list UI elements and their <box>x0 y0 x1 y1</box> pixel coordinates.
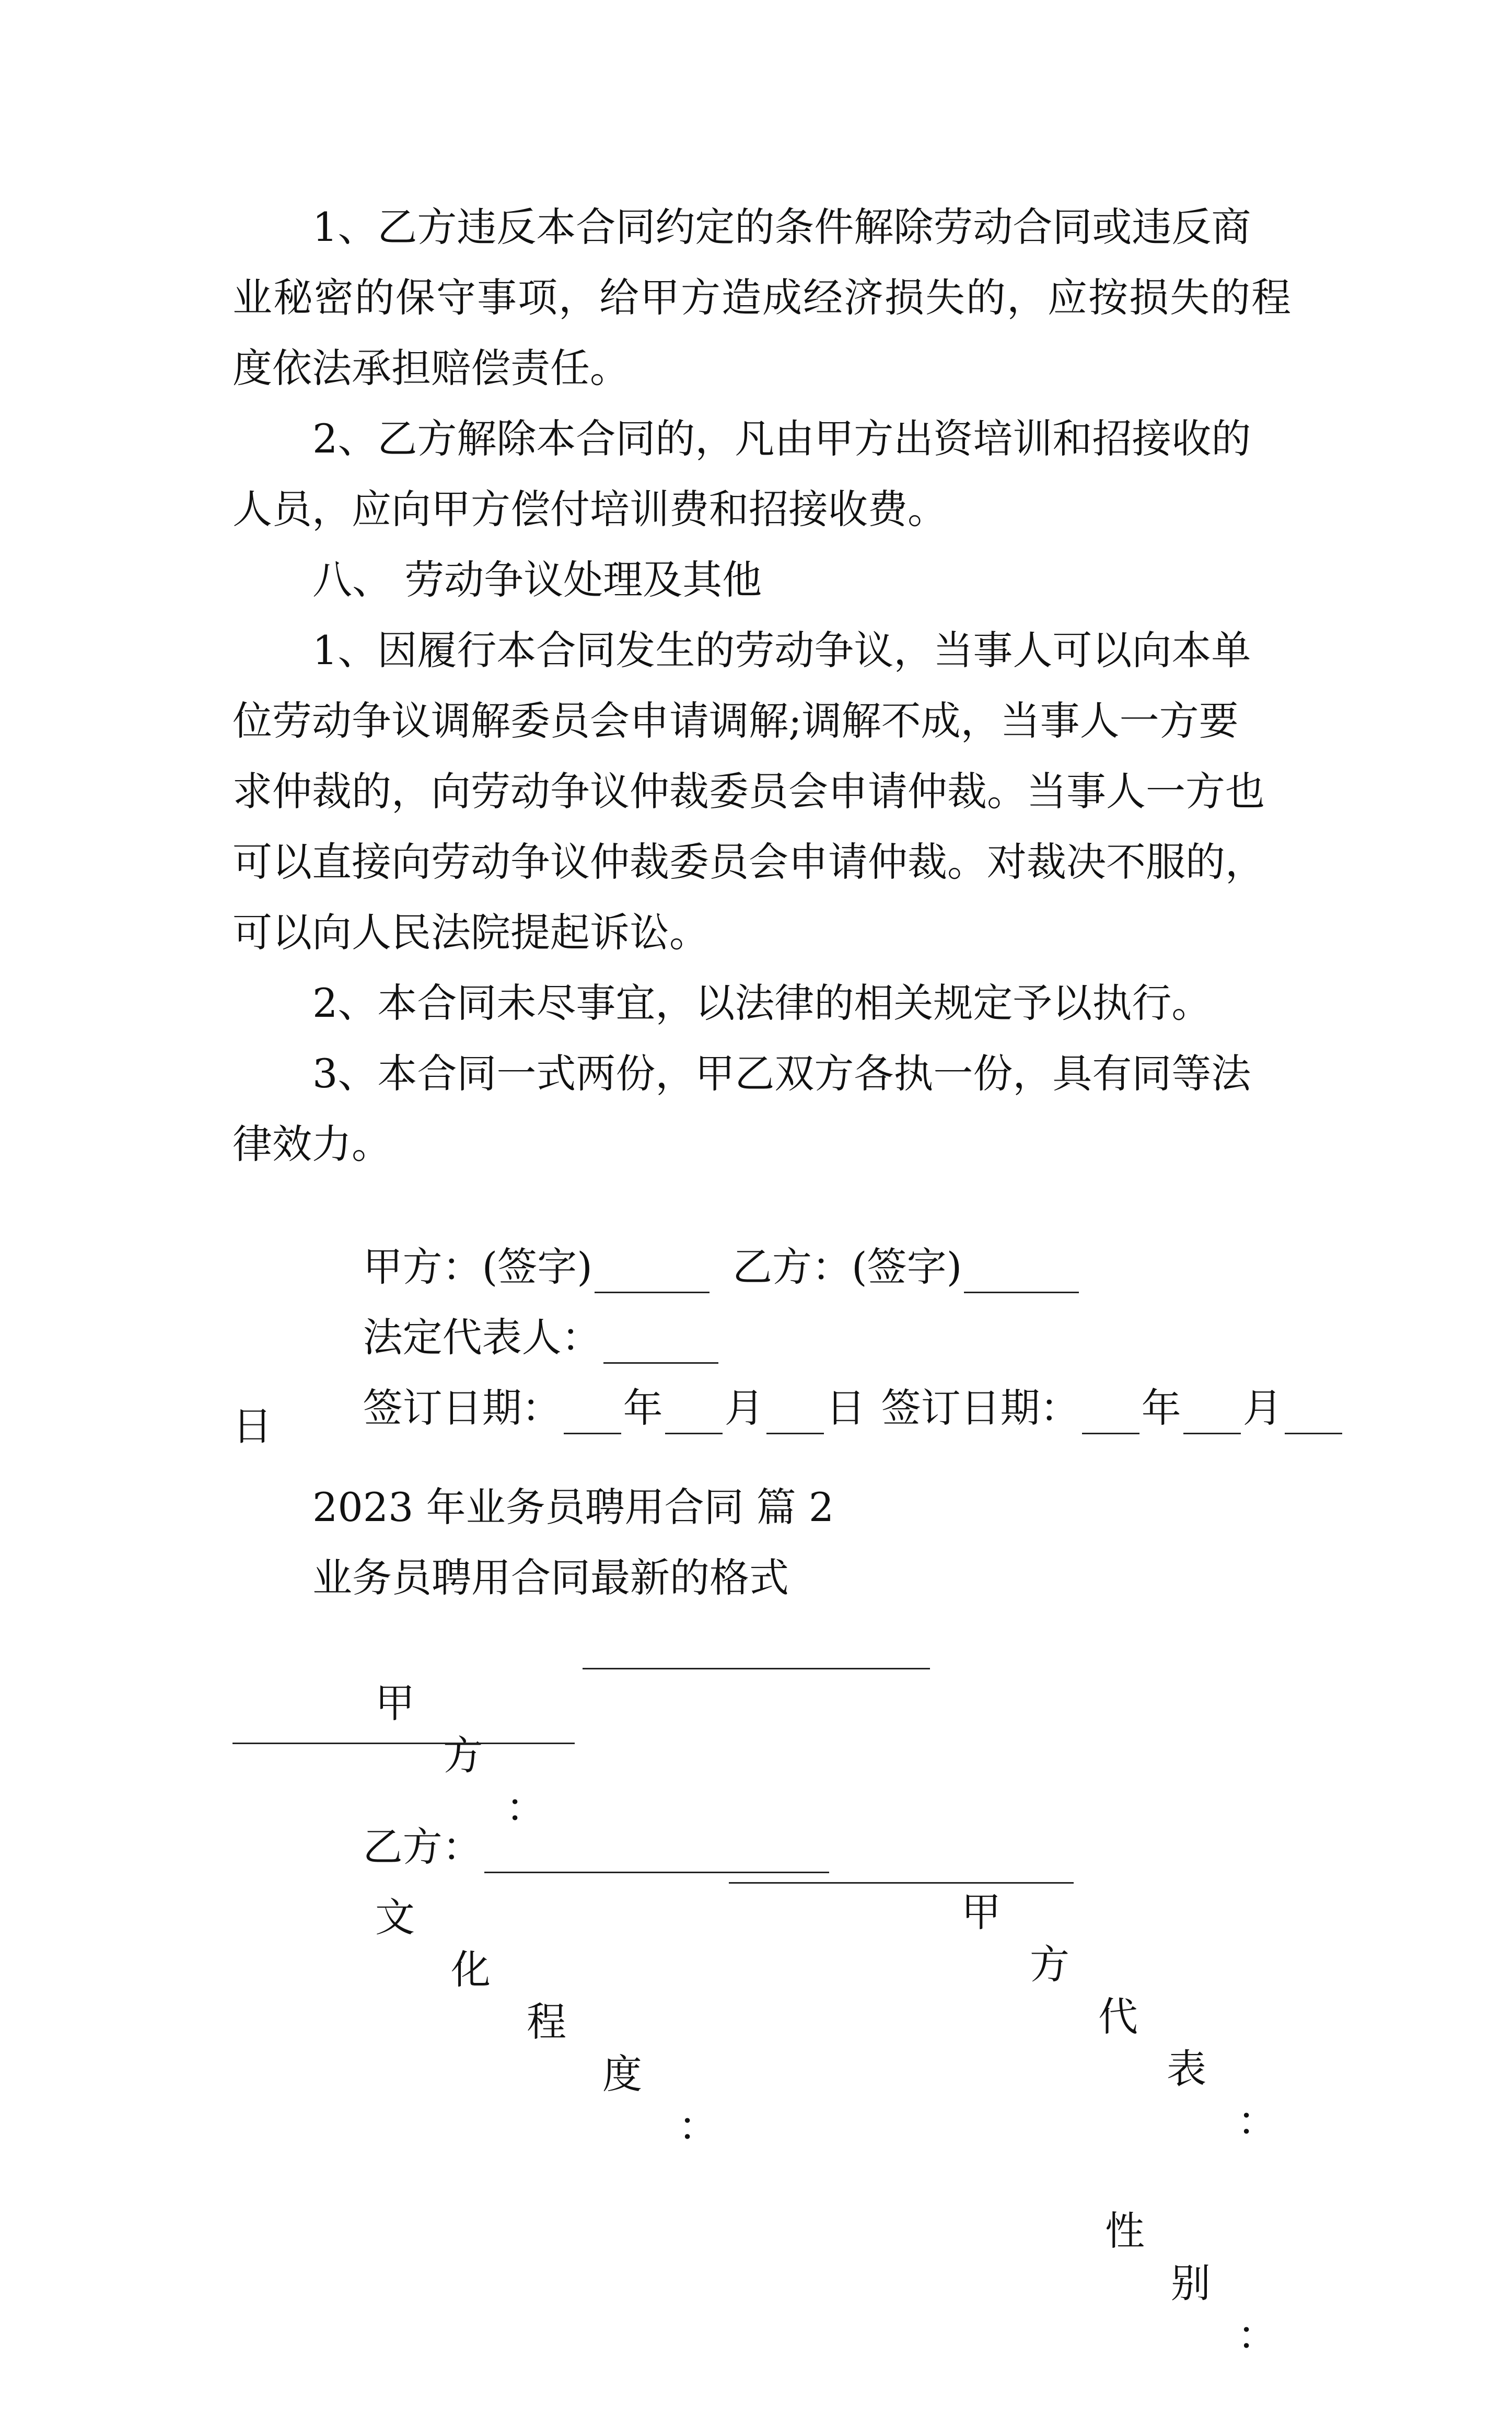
education-char: 化 <box>451 1946 491 1993</box>
day-blank <box>1285 1396 1342 1434</box>
paragraph-line: 1、因履行本合同发生的劳动争议，当事人可以向本单 <box>312 627 1251 674</box>
party-a-rep-char: 表 <box>1167 2046 1206 2092</box>
party-a-rep-blank <box>232 1743 575 1744</box>
year-label: 年 <box>1141 1385 1181 1431</box>
gender-char: 别 <box>1171 2260 1211 2306</box>
section-heading: 八、 劳动争议处理及其他 <box>312 556 762 603</box>
sign-date-label: 签订日期： <box>363 1385 562 1431</box>
party-b-signature-blank <box>964 1255 1079 1293</box>
paragraph-line: 2、本合同未尽事宜，以法律的相关规定予以执行。 <box>312 980 1212 1026</box>
month-label: 月 <box>1242 1385 1283 1431</box>
paragraph-line: 求仲裁的，向劳动争议仲裁委员会申请仲裁。当事人一方也 <box>232 768 1265 815</box>
paragraph-line: 3、本合同一式两份，甲乙双方各执一份，具有同等法 <box>312 1050 1251 1097</box>
day-label: 日 <box>825 1385 866 1431</box>
year-blank <box>564 1396 621 1434</box>
paragraph-line: 人员，应向甲方偿付培训费和招接收费。 <box>232 486 947 532</box>
education-gender-line <box>375 1839 1284 2359</box>
education-char: 度 <box>602 2051 642 2097</box>
education-blank <box>729 1882 1074 1884</box>
month-blank <box>1183 1396 1241 1434</box>
party-a-blank <box>583 1668 930 1669</box>
party-a-rep-char: 方 <box>1030 1941 1069 1988</box>
party-b-line <box>312 1769 831 1870</box>
party-b-label: 乙方： <box>363 1824 482 1870</box>
year-label: 年 <box>623 1385 663 1431</box>
contract-subtitle: 业务员聘用合同最新的格式 <box>312 1554 789 1601</box>
contract-title: 2023 年业务员聘用合同 篇 2 <box>312 1484 834 1530</box>
party-a-char: 方 <box>443 1732 483 1779</box>
legal-rep-label: 法定代表人： <box>363 1314 601 1361</box>
paragraph-line: 可以向人民法院提起诉讼。 <box>232 909 709 956</box>
sign-date-label: 签订日期： <box>881 1385 1080 1431</box>
paragraph-line: 2、乙方解除本合同的，凡由甲方出资培训和招接收的 <box>312 415 1251 462</box>
paragraph-line: 可以直接向劳动争议仲裁委员会申请仲裁。对裁决不服的， <box>232 839 1265 885</box>
party-a-signature-label: 甲方：(签字) <box>363 1244 592 1290</box>
education-char: 文 <box>375 1894 415 1941</box>
party-a-rep-char: 代 <box>1098 1993 1138 2040</box>
month-blank <box>665 1396 723 1434</box>
paragraph-line: 1、乙方违反本合同约定的条件解除劳动合同或违反商 <box>312 204 1251 250</box>
signature-line <box>312 1189 1081 1290</box>
sign-date-line <box>312 1330 1344 1431</box>
month-label: 月 <box>724 1385 764 1431</box>
gender-char: 性 <box>1105 2208 1145 2254</box>
day-blank <box>766 1396 824 1434</box>
year-blank <box>1082 1396 1139 1434</box>
paragraph-line: 业秘密的保守事项，给甲方造成经济损失的，应按损失的程 <box>232 274 1292 321</box>
education-char: 程 <box>527 1999 566 2045</box>
party-b-signature-label: 乙方：(签字) <box>732 1244 962 1290</box>
party-a-colon: ： <box>506 1784 545 1831</box>
party-a-char: 甲 <box>375 1680 415 1726</box>
day-wrap-line: 日 <box>232 1403 272 1449</box>
paragraph-line: 度依法承担赔偿责任。 <box>232 345 630 391</box>
paragraph-line: 位劳动争议调解委员会申请调解;调解不成，当事人一方要 <box>232 698 1239 744</box>
party-a-rep-colon: ： <box>1237 2098 1277 2144</box>
legal-rep-line <box>312 1259 720 1361</box>
education-colon: ： <box>678 2103 718 2150</box>
gender-colon: ： <box>1237 2312 1277 2359</box>
party-a-rep-char: 甲 <box>961 1889 1001 1935</box>
paragraph-line: 律效力。 <box>232 1121 391 1167</box>
